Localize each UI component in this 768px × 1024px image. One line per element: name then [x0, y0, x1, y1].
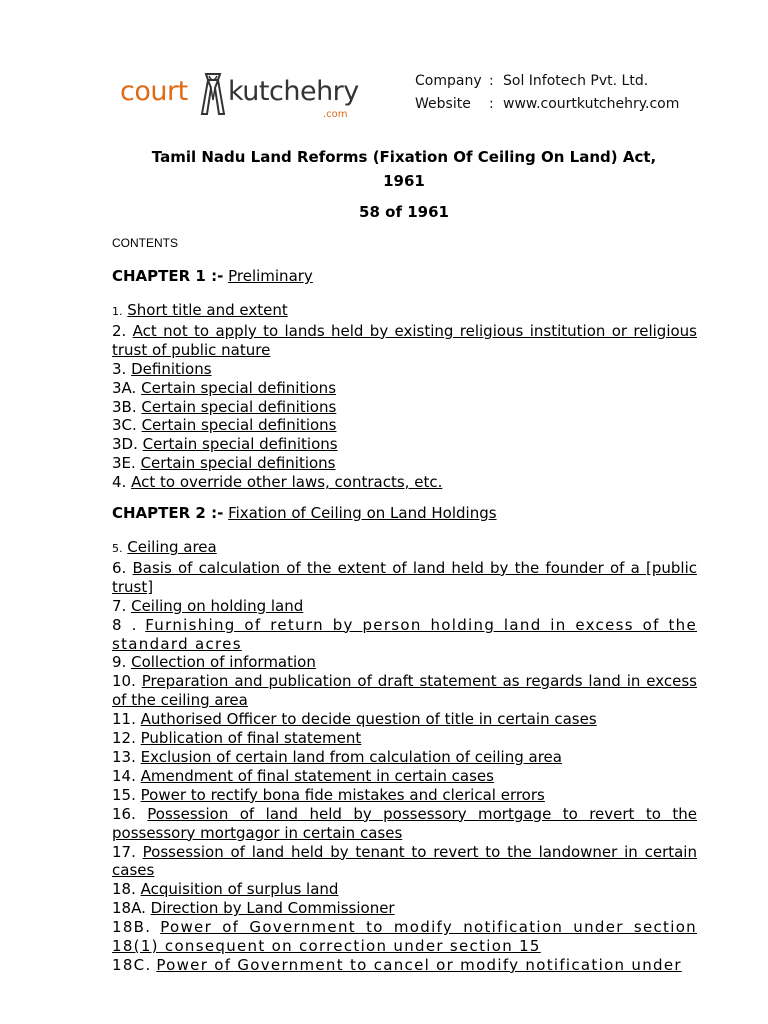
- toc-entry: [112, 956, 697, 975]
- section-number: 6.: [112, 558, 127, 577]
- toc-entry: [112, 322, 697, 360]
- toc-entry: [112, 672, 697, 710]
- section-link[interactable]: Possession of land held by possessory mortgage to revert to the possessory mortgagor in certain cases: [112, 804, 697, 842]
- section-link[interactable]: Certain special definitions: [140, 454, 336, 473]
- toc-entry: [112, 360, 697, 379]
- section-link[interactable]: Exclusion of certain land from calculation of ceiling area: [140, 747, 562, 766]
- toc-entry: [112, 748, 697, 767]
- toc-entry: [112, 473, 697, 492]
- section-number: 1.: [112, 305, 123, 318]
- toc-entry: [112, 843, 697, 881]
- toc-entry: [112, 786, 697, 805]
- toc-entry: [112, 301, 697, 322]
- section-link[interactable]: Definitions: [131, 359, 212, 378]
- section-number: 3.: [112, 359, 127, 378]
- section-number: 10.: [112, 672, 136, 691]
- website-row: [415, 93, 679, 116]
- section-number: 2.: [112, 321, 127, 340]
- toc-entry: [112, 616, 697, 654]
- section-number: 13.: [112, 747, 136, 766]
- section-link[interactable]: Ceiling area: [127, 538, 217, 556]
- section-number: 5.: [112, 542, 123, 555]
- section-link[interactable]: Certain special definitions: [141, 397, 337, 416]
- toc-entry: [112, 729, 697, 748]
- section-link[interactable]: Power to rectify bona fide mistakes and clerical errors: [140, 785, 545, 804]
- toc-entry: [112, 767, 697, 786]
- document-title: [100, 145, 708, 193]
- company-value: Sol Infotech Pvt. Ltd.: [503, 73, 649, 89]
- section-number: 14.: [112, 766, 136, 785]
- website-value[interactable]: www.courtkutchehry.com: [503, 96, 680, 112]
- toc-entry: [112, 918, 697, 956]
- toc-entry: [112, 710, 697, 729]
- toc-entry: [112, 597, 697, 616]
- chapter-label: CHAPTER 2 :-: [112, 504, 224, 522]
- toc-entry: [112, 454, 697, 473]
- section-number: 3E.: [112, 454, 136, 473]
- toc-entry: [112, 805, 697, 843]
- section-number: 8 .: [112, 615, 138, 634]
- section-link[interactable]: Certain special definitions: [141, 416, 337, 435]
- page-header: [0, 0, 768, 130]
- judge-gown-logo-icon: [196, 70, 230, 116]
- section-link[interactable]: Act not to apply to lands held by existing religious institution or religious trust of public nature: [112, 321, 697, 359]
- section-link[interactable]: Certain special definitions: [141, 378, 337, 397]
- toc-entry: [112, 538, 697, 559]
- section-number: 15.: [112, 785, 136, 804]
- logo-text-kutchehry: kutchehry: [228, 76, 359, 107]
- chapter-1-contents: [112, 301, 697, 492]
- section-number: 4.: [112, 473, 127, 492]
- toc-entry: [112, 899, 697, 918]
- document-title-line-2: 1961: [383, 172, 425, 190]
- section-number: 9.: [112, 653, 127, 672]
- section-link[interactable]: Act to override other laws, contracts, etc.: [131, 473, 443, 492]
- section-link[interactable]: Acquisition of surplus land: [140, 880, 339, 899]
- section-number: 7.: [112, 596, 127, 615]
- company-separator: :: [489, 73, 494, 89]
- section-number: 3A.: [112, 378, 137, 397]
- section-number: 18C.: [112, 955, 152, 974]
- section-number: 17.: [112, 842, 136, 861]
- section-link[interactable]: Basis of calculation of the extent of land held by the founder of a [public trust]: [112, 558, 697, 596]
- chapter-1-heading: [112, 267, 313, 285]
- chapter-2-heading: [112, 504, 497, 522]
- courtkutchehry-logo[interactable]: [120, 68, 380, 124]
- contents-label: CONTENTS: [112, 236, 178, 250]
- section-number: 3D.: [112, 435, 138, 454]
- chapter-title-link[interactable]: Fixation of Ceiling on Land Holdings: [228, 504, 497, 522]
- document-title-line-1: Tamil Nadu Land Reforms (Fixation Of Ceiling On Land) Act,: [151, 148, 657, 166]
- section-link[interactable]: Certain special definitions: [142, 435, 338, 454]
- section-number: 18A.: [112, 899, 146, 918]
- act-number: 58 of 1961: [359, 203, 449, 221]
- chapter-2-contents: [112, 538, 697, 975]
- section-link[interactable]: Furnishing of return by person holding land in excess of the standard acres: [112, 615, 697, 653]
- section-link[interactable]: Short title and extent: [127, 301, 288, 319]
- section-link[interactable]: Possession of land held by tenant to revert to the landowner in certain cases: [112, 842, 697, 880]
- section-link[interactable]: Ceiling on holding land: [131, 596, 304, 615]
- toc-entry: [112, 416, 697, 435]
- toc-entry: [112, 880, 697, 899]
- section-number: 18.: [112, 880, 136, 899]
- section-link[interactable]: Direction by Land Commissioner: [150, 899, 395, 918]
- section-link[interactable]: Authorised Officer to decide question of title in certain cases: [140, 710, 597, 729]
- chapter-label: CHAPTER 1 :-: [112, 267, 224, 285]
- logo-text-com: .com: [323, 109, 348, 120]
- section-link[interactable]: Power of Government to cancel or modify notification under: [156, 955, 682, 974]
- toc-entry: [112, 435, 697, 454]
- toc-entry: [112, 398, 697, 417]
- section-number: 3B.: [112, 397, 137, 416]
- section-number: 16.: [112, 804, 136, 823]
- website-label: Website: [415, 96, 471, 112]
- section-link[interactable]: Preparation and publication of draft statement as regards land in excess of the ceiling area: [112, 672, 697, 710]
- section-link[interactable]: Collection of information: [131, 653, 316, 672]
- toc-entry: [112, 379, 697, 398]
- section-number: 3C.: [112, 416, 137, 435]
- logo-text-court: court: [120, 76, 188, 107]
- section-number: 11.: [112, 710, 136, 729]
- company-label: Company: [415, 73, 482, 89]
- section-link[interactable]: Power of Government to modify notification under section 18(1) consequent on correction under section 15: [112, 918, 697, 956]
- toc-entry: [112, 559, 697, 597]
- company-info: [415, 70, 679, 116]
- section-link[interactable]: Amendment of final statement in certain cases: [140, 766, 494, 785]
- company-row: [415, 70, 679, 93]
- chapter-title-link[interactable]: Preliminary: [228, 267, 313, 285]
- website-separator: :: [489, 96, 494, 112]
- toc-entry: [112, 653, 697, 672]
- section-number: 12.: [112, 729, 136, 748]
- section-number: 18B.: [112, 918, 152, 937]
- section-link[interactable]: Publication of final statement: [140, 729, 362, 748]
